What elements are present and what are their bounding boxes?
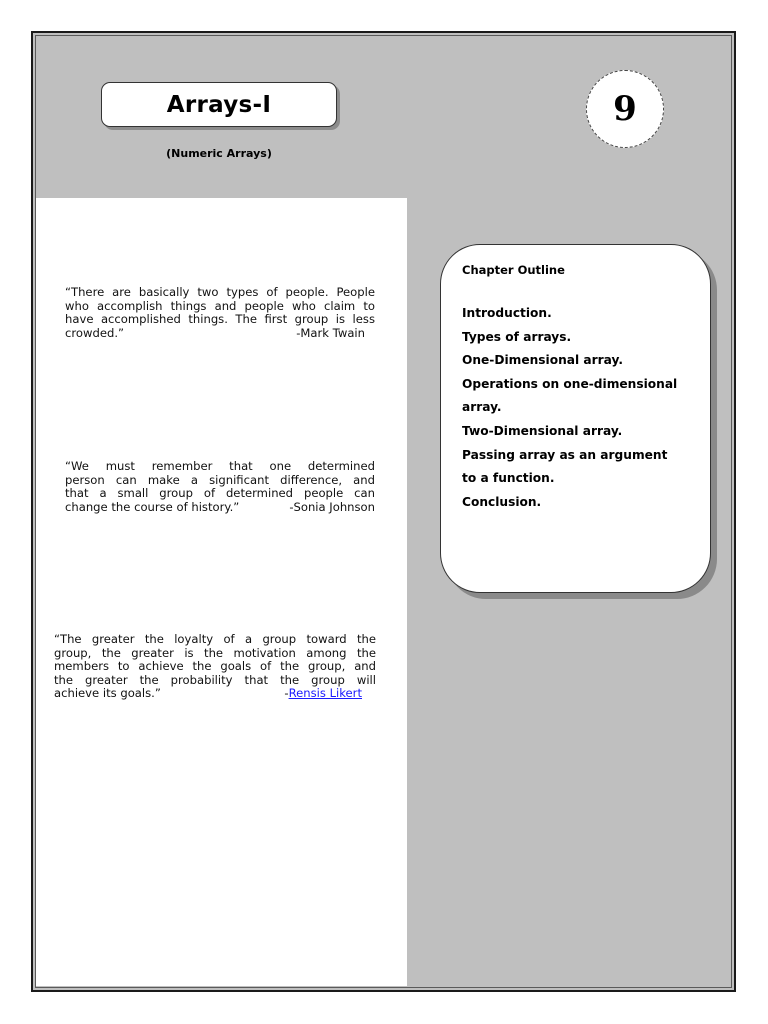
quote-author: -Sonia Johnson [289,499,375,514]
quote-line: change the course of history.” [65,499,240,514]
outline-item: Two-Dimensional array. [462,423,623,438]
quote-sonia-johnson [65,460,375,514]
quote-line: the greater the probability that the group will [54,672,376,687]
quote-rensis-likert [54,633,376,701]
quote-line: “The greater the loyalty of a group toward the [54,632,376,646]
outline-item: One-Dimensional array. [462,353,623,368]
quote-author-wrap [284,687,376,701]
quote-line: members to achieve the goals of the group, and [54,659,376,674]
chapter-title: Arrays-I [166,91,272,118]
quote-author: -Mark Twain [296,325,365,340]
quote-attribution-line [65,501,375,515]
quote-author-prefix: - [284,686,289,701]
quote-line: that a small group of determined people can [65,486,375,501]
quote-line: have accomplished things. The first group is less [65,312,375,327]
quote-line: person can make a significant difference, and [65,472,375,487]
quote-attribution-line [65,327,375,341]
chapter-number: 9 [613,89,637,129]
quote-line: “We must remember that one determined [65,459,375,473]
quote-line: group, the greater is the motivation among the [54,645,376,660]
quote-line: crowded.” [65,325,125,340]
outline-item: Types of arrays. [462,329,572,344]
chapter-outline-list [462,302,677,514]
chapter-subtitle: (Numeric Arrays) [166,147,272,160]
chapter-number-badge [586,70,664,148]
quote-attribution-line [54,687,376,701]
outline-item: Conclusion. [462,494,542,509]
outline-item: Operations on one-dimensional [462,376,678,391]
quote-author-link[interactable]: Rensis Likert [288,686,362,701]
quote-line: achieve its goals.” [54,686,161,701]
chapter-outline-title: Chapter Outline [462,263,565,277]
outline-item: Passing array as an argument [462,447,668,462]
quote-line: “There are basically two types of people. People [65,285,375,299]
quote-mark-twain [65,286,375,340]
quote-line: who accomplish things and people who claim to [65,298,375,313]
outline-item: Introduction. [462,306,552,320]
chapter-title-box [101,82,337,127]
outline-item: array. [462,400,502,415]
outline-item: to a function. [462,471,555,486]
